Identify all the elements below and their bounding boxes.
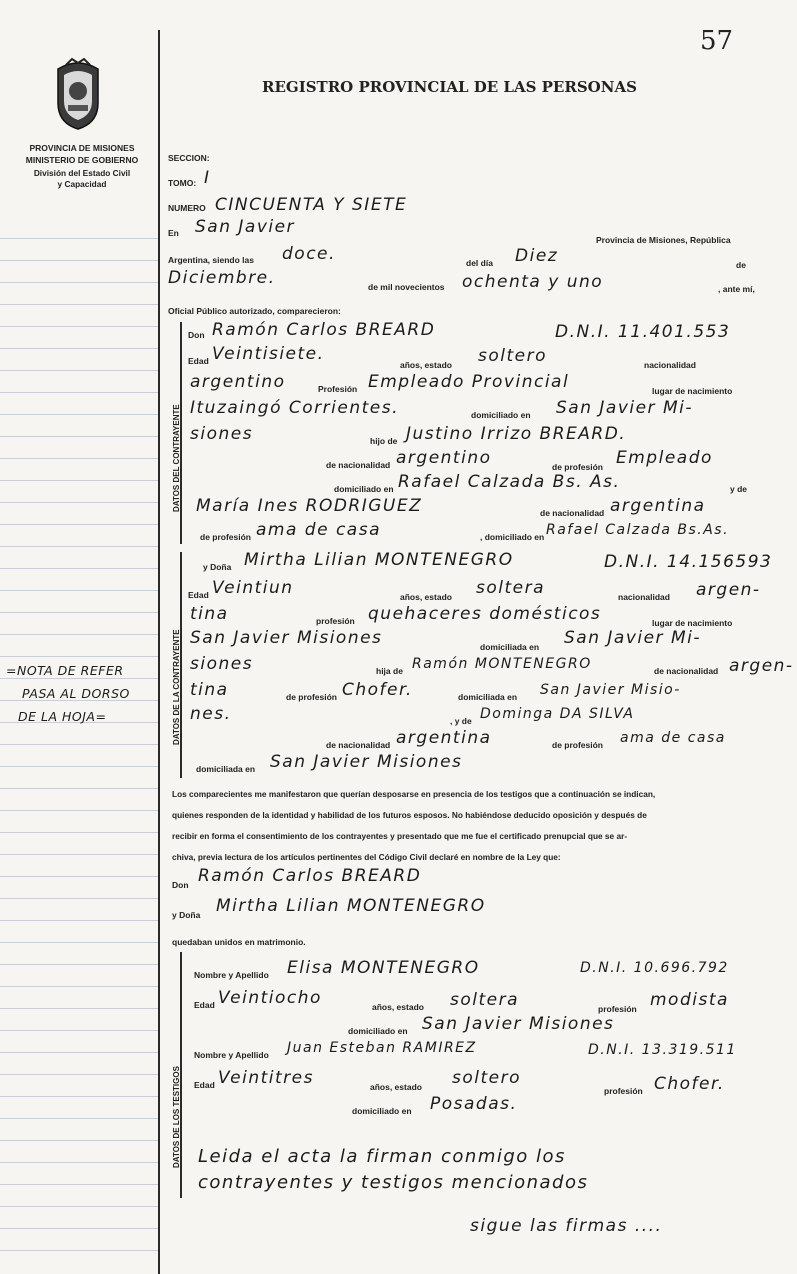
provincial-seal-icon: [52, 57, 104, 131]
margin-note-line-1: =NOTA DE REFER: [6, 663, 124, 678]
mes-value: Diciembre.: [168, 268, 276, 288]
ante-mi-label: , ante mí,: [718, 284, 755, 294]
argentina-label: Argentina, siendo las: [168, 255, 254, 265]
c1-estado: soltero: [478, 346, 547, 366]
section-label-testigos: DATOS DE LOS TESTIGOS: [172, 1066, 181, 1168]
t2-dni: D.N.I. 13.319.511: [588, 1042, 737, 1058]
province-name: PROVINCIA DE MISIONES: [29, 143, 135, 153]
c1-madre-prof-label: de profesión: [200, 532, 252, 542]
page-number: 57: [700, 26, 734, 56]
c1-hijo-label: hijo de: [370, 436, 398, 446]
margin-line: [158, 30, 160, 1274]
c1-madre-nac: argentina: [610, 496, 706, 516]
margin-note-line-3: DE LA HOJA=: [18, 709, 107, 724]
t1-dom: San Javier Misiones: [422, 1014, 615, 1034]
division-line-2: y Capacidad: [57, 179, 107, 189]
t2-nombre: Juan Esteban RAMIREZ: [287, 1040, 477, 1056]
t2-edad: Veintitres: [218, 1068, 314, 1088]
c1-nacionalidad: argentino: [190, 372, 286, 392]
c1-edad-label: Edad: [188, 356, 209, 366]
c1-domicilio-a: San Javier Mi-: [556, 398, 693, 418]
c2-lugar-label: lugar de nacimiento: [652, 618, 733, 628]
c1-nacionalidad-label: nacionalidad: [644, 360, 696, 370]
provincia-label: Provincia de Misiones, República: [596, 235, 731, 245]
declaration-line-4: chiva, previa lectura de los artículos pertinentes del Código Civil declaré en nombre de la Ley que:: [172, 852, 561, 862]
t1-edad: Veintiocho: [218, 988, 322, 1008]
c1-profesion-label: Profesión: [318, 384, 358, 394]
c2-madre-prof: ama de casa: [620, 730, 726, 746]
c2-padre-dom-a: San Javier Misio-: [540, 682, 681, 698]
c2-padre-nac-label: de nacionalidad: [654, 666, 719, 676]
c1-anios-label: años, estado: [400, 360, 452, 370]
c1-padre-dom: Rafael Calzada Bs. As.: [398, 472, 621, 492]
t2-nombre-label: Nombre y Apellido: [194, 1050, 269, 1060]
c1-padre: Justino Irrizo BREARD.: [406, 424, 627, 444]
tomo-label: TOMO:: [168, 178, 197, 188]
c1-padre-nac: argentino: [396, 448, 492, 468]
hora-value: doce.: [282, 244, 336, 264]
oficial-label: Oficial Público autorizado, comparecieron:: [168, 306, 341, 316]
t2-estado: soltero: [452, 1068, 521, 1088]
numero-label: NUMERO: [168, 203, 206, 213]
c2-padre: Ramón MONTENEGRO: [412, 656, 592, 672]
c2-madre: Dominga DA SILVA: [480, 706, 635, 722]
c2-madre-prof-label: de profesión: [552, 740, 604, 750]
section-label-contrayente: DATOS DEL CONTRAYENTE: [172, 404, 181, 512]
c2-anios-label: años, estado: [400, 592, 452, 602]
c1-profesion: Empleado Provincial: [368, 372, 570, 392]
c2-lugar: San Javier Misiones: [190, 628, 383, 648]
c2-hija-label: hija de: [376, 666, 403, 676]
c2-padre-nac-b: tina: [190, 680, 229, 700]
c1-madre-dom: Rafael Calzada Bs.As.: [546, 522, 730, 538]
t1-nombre-label: Nombre y Apellido: [194, 970, 269, 980]
t2-dom: Posadas.: [430, 1094, 518, 1114]
decl-closing: quedaban unidos en matrimonio.: [172, 937, 306, 947]
t1-estado-label: años, estado: [372, 1002, 424, 1012]
c1-lugar: Ituzaingó Corrientes.: [190, 398, 399, 418]
t1-prof: modista: [650, 990, 729, 1010]
c2-domicilio-b: siones: [190, 654, 254, 674]
contrayente-dni: D.N.I. 11.401.553: [555, 322, 731, 342]
t1-dom-label: domiciliado en: [348, 1026, 408, 1036]
c2-padre-dom-label: domiciliada en: [458, 692, 518, 702]
c2-edad-label: Edad: [188, 590, 209, 600]
c2-profesion: quehaceres domésticos: [368, 604, 602, 624]
margin-note-line-2: PASA AL DORSO: [22, 686, 130, 701]
t1-dni: D.N.I. 10.696.792: [580, 960, 729, 976]
c1-y-de-label: y de: [730, 484, 748, 494]
numero-value: CINCUENTA Y SIETE: [215, 195, 408, 215]
contrayente2-nombre: Mirtha Lilian MONTENEGRO: [244, 550, 514, 570]
declaration-line-3: recibir en forma el consentimiento de los contrayentes y presentado que me fue el certificado prenupcial que se ar-: [172, 831, 628, 841]
closing-line-1: Leida el acta la firman conmigo los: [198, 1146, 566, 1167]
document-title: REGISTRO PROVINCIAL DE LAS PERSONAS: [262, 78, 637, 96]
dia-value: Diez: [515, 246, 559, 266]
c2-nacionalidad-a: argen-: [696, 580, 761, 600]
c1-domiciliado-label: domiciliado en: [471, 410, 531, 420]
ministry-name: MINISTERIO DE GOBIERNO: [25, 155, 139, 165]
en-label: En: [168, 228, 179, 238]
t2-prof: Chofer.: [654, 1074, 725, 1094]
c2-edad: Veintiun: [212, 578, 294, 598]
decl-don-value: Ramón Carlos BREARD: [198, 866, 422, 886]
c2-nacionalidad-b: tina: [190, 604, 229, 624]
decl-dona-value: Mirtha Lilian MONTENEGRO: [216, 896, 486, 916]
c2-estado: soltera: [476, 578, 546, 598]
t1-edad-label: Edad: [194, 1000, 215, 1010]
c1-domicilio-b: siones: [190, 424, 254, 444]
decl-don-label: Don: [172, 880, 189, 890]
c2-madre-nac: argentina: [396, 728, 492, 748]
declaration-line-2: quienes responden de la identidad y habilidad de los futuros esposos. No habiéndose deducido oposición y después de: [172, 810, 647, 820]
t2-dom-label: domiciliado en: [352, 1106, 412, 1116]
c2-domiciliada-label: domiciliada en: [480, 642, 540, 652]
decl-dona-label: y Doña: [172, 910, 201, 920]
t1-nombre: Elisa MONTENEGRO: [287, 958, 480, 978]
t2-estado-label: años, estado: [370, 1082, 422, 1092]
c2-padre-prof-label: de profesión: [286, 692, 338, 702]
contrayente2-dni: D.N.I. 14.156593: [604, 552, 773, 572]
c2-madre-dom-label: domiciliada en: [196, 764, 256, 774]
c2-profesion-label: profesión: [316, 616, 355, 626]
t1-prof-label: profesión: [598, 1004, 637, 1014]
division-line-1: División del Estado Civil: [33, 168, 131, 178]
c2-madre-nac-label: de nacionalidad: [326, 740, 391, 750]
c2-madre-dom: San Javier Misiones: [270, 752, 463, 772]
c2-y-de-label: , y de: [450, 716, 472, 726]
c2-nacionalidad-label: nacionalidad: [618, 592, 670, 602]
c1-madre-nac-label: de nacionalidad: [540, 508, 605, 518]
c1-padre-prof-label: de profesión: [552, 462, 604, 472]
declaration-line-1: Los comparecientes me manifestaron que querían desposarse en presencia de los testigos que a continuación se indican,: [172, 789, 656, 799]
closing-line-3: sigue las firmas ....: [470, 1216, 663, 1236]
c1-padre-dom-label: domiciliado en: [334, 484, 394, 494]
c1-lugar-label: lugar de nacimiento: [652, 386, 733, 396]
seccion-label: SECCION:: [168, 153, 210, 163]
c2-padre-dom-b: nes.: [190, 704, 232, 724]
c1-padre-nac-label: de nacionalidad: [326, 460, 391, 470]
c1-madre: María Ines RODRIGUEZ: [196, 496, 423, 516]
c2-domicilio-a: San Javier Mi-: [564, 628, 701, 648]
en-value: San Javier: [195, 217, 296, 237]
t2-edad-label: Edad: [194, 1080, 215, 1090]
de-mil-label: de mil novecientos: [368, 282, 445, 292]
del-dia-label: del día: [466, 258, 493, 268]
c1-edad: Veintisiete.: [212, 344, 325, 364]
t2-prof-label: profesión: [604, 1086, 643, 1096]
dona-label: y Doña: [203, 562, 232, 572]
c1-madre-prof: ama de casa: [256, 520, 381, 540]
contrayente-nombre: Ramón Carlos BREARD: [212, 320, 436, 340]
closing-line-2: contrayentes y testigos mencionados: [198, 1172, 589, 1193]
c2-padre-prof: Chofer.: [342, 680, 413, 700]
section-label-contrayente-2: DATOS DE LA CONTRAYENTE: [172, 629, 181, 745]
c2-padre-nac-a: argen-: [729, 656, 794, 676]
declaration-paragraph: [172, 784, 762, 868]
don-label: Don: [188, 330, 205, 340]
tomo-value: I: [204, 168, 211, 188]
c1-padre-prof: Empleado: [616, 448, 713, 468]
t1-estado: soltera: [450, 990, 520, 1010]
de-label: de: [736, 260, 746, 270]
anio-value: ochenta y uno: [462, 272, 604, 292]
c1-madre-dom-label: , domiciliado en: [480, 532, 545, 542]
